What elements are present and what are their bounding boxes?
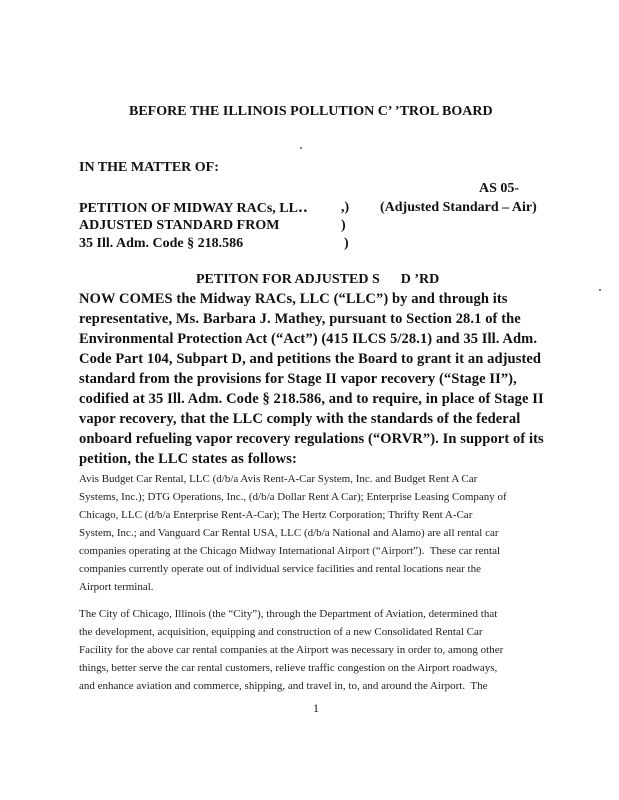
paragraph-line: System, Inc.; and Vanguard Car Rental USA, LLC (d/b/a National and Alamo) are all rental car (79, 527, 499, 539)
caption-bracket-1: ,) (341, 200, 350, 215)
section-heading: PETITON FOR ADJUSTED S D ’RD (196, 272, 440, 287)
body-line: representative, Ms. Barbara J. Mathey, pursuant to Section 28.1 of the (79, 311, 521, 327)
body-line: Code Part 104, Subpart D, and petitions the Board to grant it an adjusted (79, 351, 542, 367)
paragraph-line: Chicago, LLC (d/b/a Enterprise Rent-A-Car); The Hertz Corporation; Thrifty Rent A-Car (79, 509, 473, 521)
caption-left-2: ADJUSTED STANDARD FROM (79, 218, 280, 233)
caption-bracket-3: ) (344, 236, 349, 251)
paragraph-line: Airport terminal. (79, 581, 154, 593)
paragraph-line: companies currently operate out of individual service facilities and rental locations near the (79, 563, 481, 575)
page-number: 1 (313, 701, 319, 715)
caption-left-3: 35 Ill. Adm. Code § 218.586 (79, 236, 244, 251)
page-title: BEFORE THE ILLINOIS POLLUTION C’ ’TROL BOARD (129, 104, 493, 119)
caption-bracket-2: ) (341, 218, 346, 233)
body-line: vapor recovery, that the LLC comply with the standards of the federal (79, 411, 521, 427)
scan-speck (300, 147, 302, 149)
body-line: onboard refueling vapor recovery regulations (“ORVR”). In support of its (79, 431, 544, 447)
paragraph-line: companies operating at the Chicago Midway International Airport (“Airport”). These car rental (79, 545, 501, 557)
scan-speck (599, 289, 601, 291)
caption-matter: IN THE MATTER OF: (79, 160, 219, 175)
paragraph-line: and enhance aviation and commerce, shipping, and travel in, to, and around the Airport. The (79, 680, 488, 692)
body-line: petition, the LLC states as follows: (79, 451, 297, 467)
docket-number: AS 05- (479, 181, 520, 196)
body-line: codified at 35 Ill. Adm. Code § 218.586, and to require, in place of Stage II (79, 391, 544, 407)
paragraph-line: Systems, Inc.); DTG Operations, Inc., (d/b/a Dollar Rent A Car); Enterprise Leasing Company of (79, 491, 507, 503)
caption-left-1: PETITION OF MIDWAY RACs, LL․․ (79, 201, 308, 216)
paragraph-line: the development, acquisition, equipping and construction of a new Consolidated Rental Car (79, 626, 483, 638)
body-line: standard from the provisions for Stage II vapor recovery (“Stage II”), (79, 371, 517, 387)
paragraph-line: Avis Budget Car Rental, LLC (d/b/a Avis Rent-A-Car System, Inc. and Budget Rent A Car (79, 473, 478, 485)
body-line: NOW COMES the Midway RACs, LLC (“LLC”) by and through its (79, 291, 508, 307)
paragraph-line: The City of Chicago, Illinois (the “City”), through the Department of Aviation, determined that (79, 608, 498, 620)
paragraph-line: Facility for the above car rental companies at the Airport was necessary in order to, among other (79, 644, 504, 656)
paragraph-line: things, better serve the car rental customers, relieve traffic congestion on the Airport roadways, (79, 662, 498, 674)
body-line: Environmental Protection Act (“Act”) (415 ILCS 5/28.1) and 35 Ill. Adm. (79, 331, 538, 347)
caption-right: (Adjusted Standard – Air) (380, 200, 537, 215)
